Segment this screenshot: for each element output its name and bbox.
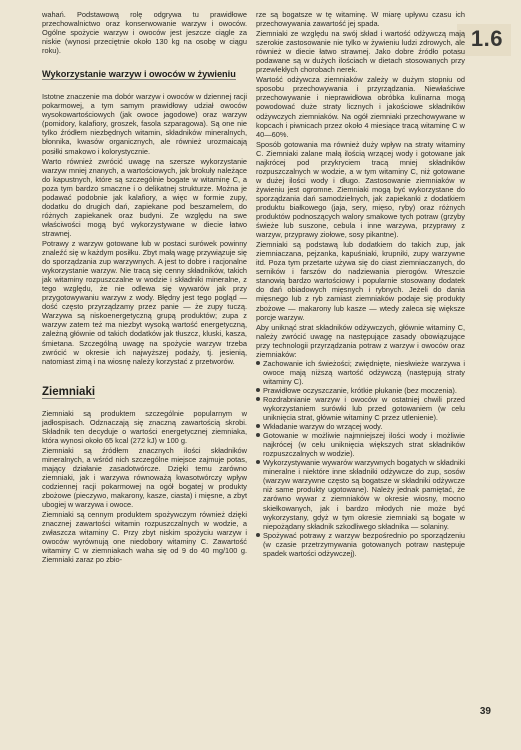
usage-paragraph-2: Warto również zwrócić uwagę na szersze wykorzystanie warzyw mniej znanych, a wartościowych, jak brokuły należące do kapustnych, które są szczególnie bogate w witaminę C, a poza tym bardzo smaczne i o delikatnej strukturze. Można je podawać podobnie jak kalafiory, a więc w formie zupy, dodatku do drugich dań, zapiekane pod beszamelem, do różnych zapiekanek oraz budyni. Ze względu na swe właściwości mogą być wykorzystywane w diecie łatwo strawnej. [42, 156, 247, 238]
bullet-icon [256, 433, 260, 437]
chapter-marker-label: 1.6 [470, 26, 503, 51]
list-item: Gotowanie w możliwie najmniejszej ilości wody i możliwie najkrócej (w celu uniknięcia większych strat składników rozpuszczalnych w wodzie). [256, 431, 465, 458]
right-paragraph-2: Ziemniaki ze względu na swój skład i wartość odżywczą mają szerokie zastosowanie nie tylko w żywieniu ludzi zdrowych, ale również w diecie łatwo strawnej. Jako dobre źródło potasu podawane są w dużych ilościach w dietach stosowanych przy przewlekłych chorobach nerek. [256, 29, 465, 75]
rules-list [256, 359, 465, 558]
list-item: Prawidłowe oczyszczanie, krótkie płukanie (bez moczenia). [256, 386, 465, 395]
section-title-potatoes [42, 386, 247, 399]
list-item: Zachowanie ich świeżości; zwiędnięte, niesłwieże warzywa i owoce mają niższą wartość odżywczą (następują straty witaminy C). [256, 359, 465, 386]
right-paragraph-1: rze są bogatsze w tę witaminę. W miarę upływu czasu ich przechowywania zawartość jej spada. [256, 10, 465, 29]
section-title-usage [42, 69, 247, 80]
list-item: Wkładanie warzyw do wrzącej wody. [256, 422, 465, 431]
left-column [42, 10, 247, 564]
right-paragraph-6: Aby uniknąć strat składników odżywczych, głównie witaminy C, należy zwrócić uwagę na następujące zasady obowiązujące przy technologii przyrządzania potraw z warzyw i owoców oraz ziemniaków: [256, 322, 465, 359]
bullet-icon [256, 424, 260, 428]
potatoes-paragraph-3: Ziemniaki są cennym produktem spożywczym również dzięki znacznej zawartości witamin rozpuszczalnych w wodzie, a zwłaszcza witaminy C. Przy zbyt niskim spożyciu warzyw i owoców wyrównują one niedobory witaminy C. Zawartość witaminy C w ziemniakach waha się od 9 do 40 mg/100 g. Ziemniaki zaraz po zbio- [42, 510, 247, 565]
potatoes-paragraph-1: Ziemniaki są produktem szczególnie popularnym w jadłospisach. Odznaczają się znaczną zawartością skrobi. Składnik ten decyduje o wartości energetycznej ziemniaka, która wynosi około 65 kcal (272 kJ) w 100 g. [42, 408, 247, 445]
list-item: Wykorzystywanie wywarów warzywnych bogatych w składniki mineralne i niektóre inne składniki odżywcze do zup, sosów (warzyw warzywne często są bogatsze w składniki odżywcze niż same produkty ugotowane). Należy jednak pamiętać, że zarówno wywar z ziemniaków w okresie wiosny, mocno skiełkowanych, jak i bardzo młodych nie może być wykorzystany, gdyż w tym okresie ziemniaki są bogate w niepożądany składnik szkodliwego składnika — solaniny. [256, 458, 465, 530]
right-paragraph-3: Wartość odżywcza ziemniaków zależy w dużym stopniu od sposobu przechowywania i przyrządzania. Niewłaściwe przechowywanie i nieprawidłowa obróbka kulinarna mogą powodować duże straty licznych i jakościowe składników odżywczych ziemniaków. Na ogół ziemniaki przechowywane w kopcach i piwnicach przez około 4 miesiące tracą witaminę C w 40—60%. [256, 75, 465, 139]
section-title-potatoes-text: Ziemniaki [42, 385, 96, 398]
bullet-icon [256, 460, 260, 464]
page-number: 39 [479, 706, 491, 717]
list-item: Spożywać potrawy z warzyw bezpośrednio po sporządzeniu (w czasie przetrzymywania gotowanych potraw następuje spadek wartości odżywczej). [256, 531, 465, 558]
intro-paragraph: wahań. Podstawową rolę odgrywa tu prawidłowe przechowalnictwo oraz konserwowanie warzyw i owoców. Ogólne spożycie warzyw i owoców jest jeszcze ciągle za niskie (wynosi przeciętnie około 130 kg na osobę w ciągu roku). [42, 10, 247, 56]
bullet-icon [256, 361, 260, 365]
right-paragraph-4: Sposób gotowania ma również duży wpływ na straty witaminy C. Ziemniaki zalane małą ilością wrzącej wody i gotowane jak najkrócej pod przykryciem tracą mniej składników rozpuszczalnych w wodzie, a w tym witaminy C, niż gotowane w dużej ilości wody i długo. Zastosowanie ziemniaków w żywieniu jest ogromne. Ziemniaki mogą być wykorzystane do sporządzania dań samodzielnych, jak zapiekanki z dodatkiem produktu białkowego (jaja, sery, mięso, ryby) oraz różnych produktów podnoszących walory smakowe tych potraw (grzyby świeże lub suszone, cebula i inne warzywa, przyprawy z warzyw, przyprawy ziołowe, sosy pikantne). [256, 139, 465, 240]
list-item: Rozdrabnianie warzyw i owoców w ostatniej chwili przed wykorzystaniem surówki lub przed gotowaniem (w celu uniknięcia strat, głównie witaminy C przez utlenienie). [256, 395, 465, 422]
usage-paragraph-3: Potrawy z warzyw gotowane lub w postaci surówek powinny znaleźć się w każdym posiłku. Zbyt małą wagę przywiązuje się do sporządzania zup warzywnych. A jest to dobre i racjonalne wykorzystanie warzyw. Nie tracą się cenny składników, takich jak witaminy rozpuszczalne w wodzie i składniki mineralne, z tego względu, że nie odlewa się wywarów jak przy przygotowywaniu warzyw z wody. Błędny jest tego pogląd — dość często przyrządzamy przez panie — że zupy tuczą. Warzywa są niskoenergetyczną grupą produktów; zupa z warzyw zatem też ma niezbyt wysoką wartość energetyczną, zależną głównie od takich dodatków jak tłuszcz, kluski, kasza, śmietana. Szczególną uwagę na spożycie warzyw trzeba zwrócić w okresie ich najwyższej podaży, tj. jesienią, natomiast zimą i na wiosnę należy korzystać z przetworów. [42, 238, 247, 366]
bullet-icon [256, 388, 260, 392]
right-column [256, 10, 465, 558]
bullet-icon [256, 397, 260, 401]
section-title-usage-text: Wykorzystanie warzyw i owoców w żywieniu [42, 69, 236, 80]
bullet-icon [256, 533, 260, 537]
potatoes-paragraph-2: Ziemniaki są źródłem znacznych ilości składników mineralnych, a wśród nich szczególne miejsce zajmuje potas, mający działanie zasadotwórcze. Dzięki temu zarówno ziemniaki, jak i warzywa równoważą kwasotwórczy wpływ codziennej racji pokarmowej na ogół bogatej w produkty zbożowe (pieczywo, makarony, kasze, ciasta) i mięsne, a zbyt ubogiej w warzywa i owoce. [42, 445, 247, 510]
right-paragraph-5: Ziemniaki są podstawą lub dodatkiem do takich zup, jak ziemniaczana, pejzanka, kapuśniaki, krupniki, zupy warzywne itd. Poza tym przetarte używa się do ciast ziemniaczanych, do serników i farszów do nadziewania pierogów. Wreszcie stanowią bardzo wartościowy i popularnie stosowany dodatek do dań obiadowych mięsnych i rybnych. Jeżeli do dania mięsnego lub z ryb zamiast ziemniaków podaje się produkty zbożowe — makarony lub kasze — wtedy zaleca się większe porcje warzyw. [256, 240, 465, 322]
usage-paragraph-1: Istotne znaczenie ma dobór warzyw i owoców w dziennej racji pokarmowej, a tym samym prawidłowy udział owoców wysokowartościowych (jak owoce jagodowe) oraz warzyw (pomidory, kalafiory, groszek, fasola szparagowa). Są one nie tylko źródłem niezbędnych witamin, składników mineralnych, błonnika, kwasów organicznych, ale również urozmaicają posiłki smakowo i kolorystycznie. [42, 92, 247, 156]
